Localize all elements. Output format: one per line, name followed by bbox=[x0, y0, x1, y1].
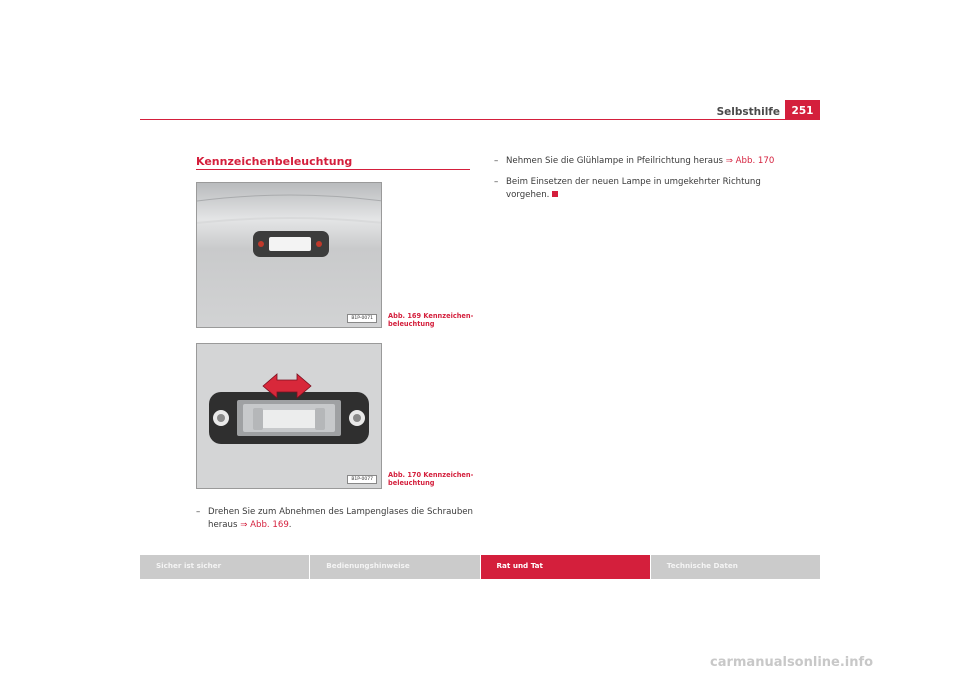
list-dash: – bbox=[494, 177, 499, 187]
figure-code: B1P-0077 bbox=[347, 475, 377, 484]
figure-reference-link[interactable]: ⇒ Abb. 169 bbox=[240, 520, 289, 530]
instruction-step bbox=[196, 506, 476, 532]
step-text: Nehmen Sie die Glühlampe in Pfeilrichtung heraus bbox=[506, 156, 726, 166]
footer-navigation bbox=[140, 555, 820, 579]
figure-169-caption bbox=[388, 312, 478, 328]
section-end-marker-icon bbox=[552, 191, 558, 197]
instruction-step bbox=[494, 155, 794, 168]
nav-tab-technische-daten[interactable]: Technische Daten bbox=[651, 555, 820, 579]
figure-reference-link[interactable]: ⇒ Abb. 170 bbox=[725, 156, 775, 166]
figure-170-caption bbox=[388, 471, 478, 487]
page-number: 251 bbox=[785, 100, 820, 120]
figure-170-image bbox=[196, 343, 382, 489]
list-dash: – bbox=[196, 507, 201, 517]
step-text-block bbox=[494, 155, 794, 168]
bulb-removal-illustration bbox=[197, 344, 382, 489]
step-text-block bbox=[196, 506, 476, 532]
caption-text: Abb. 170 Kennzeichen- beleuchtung bbox=[388, 471, 474, 487]
nav-tab-rat-und-tat[interactable]: Rat und Tat bbox=[481, 555, 650, 579]
step-text: Drehen Sie zum Abnehmen des Lampenglases die Schrauben heraus bbox=[208, 507, 474, 530]
list-dash: – bbox=[494, 156, 499, 166]
section-divider bbox=[196, 169, 470, 170]
figure-code: B1P-0071 bbox=[347, 314, 377, 323]
nav-tab-bedienungshinweise[interactable]: Bedienungshinweise bbox=[310, 555, 479, 579]
step-tail: . bbox=[288, 520, 292, 530]
instruction-step bbox=[494, 176, 794, 202]
header-title: Selbsthilfe bbox=[716, 106, 780, 118]
caption-text: Abb. 169 Kennzeichen- beleuchtung bbox=[388, 312, 474, 328]
step-text-block bbox=[494, 176, 794, 202]
step-text: Beim Einsetzen der neuen Lampe in umgekehrter Richtung vorgehen. bbox=[506, 177, 761, 200]
watermark: carmanualsonline.info bbox=[710, 655, 874, 670]
section-title: Kennzeichenbeleuchtung bbox=[196, 155, 353, 168]
figure-169-image bbox=[196, 182, 382, 328]
header-divider bbox=[140, 119, 820, 120]
nav-tab-sicher-ist-sicher[interactable]: Sicher ist sicher bbox=[140, 555, 309, 579]
license-light-installed-illustration bbox=[197, 183, 382, 328]
